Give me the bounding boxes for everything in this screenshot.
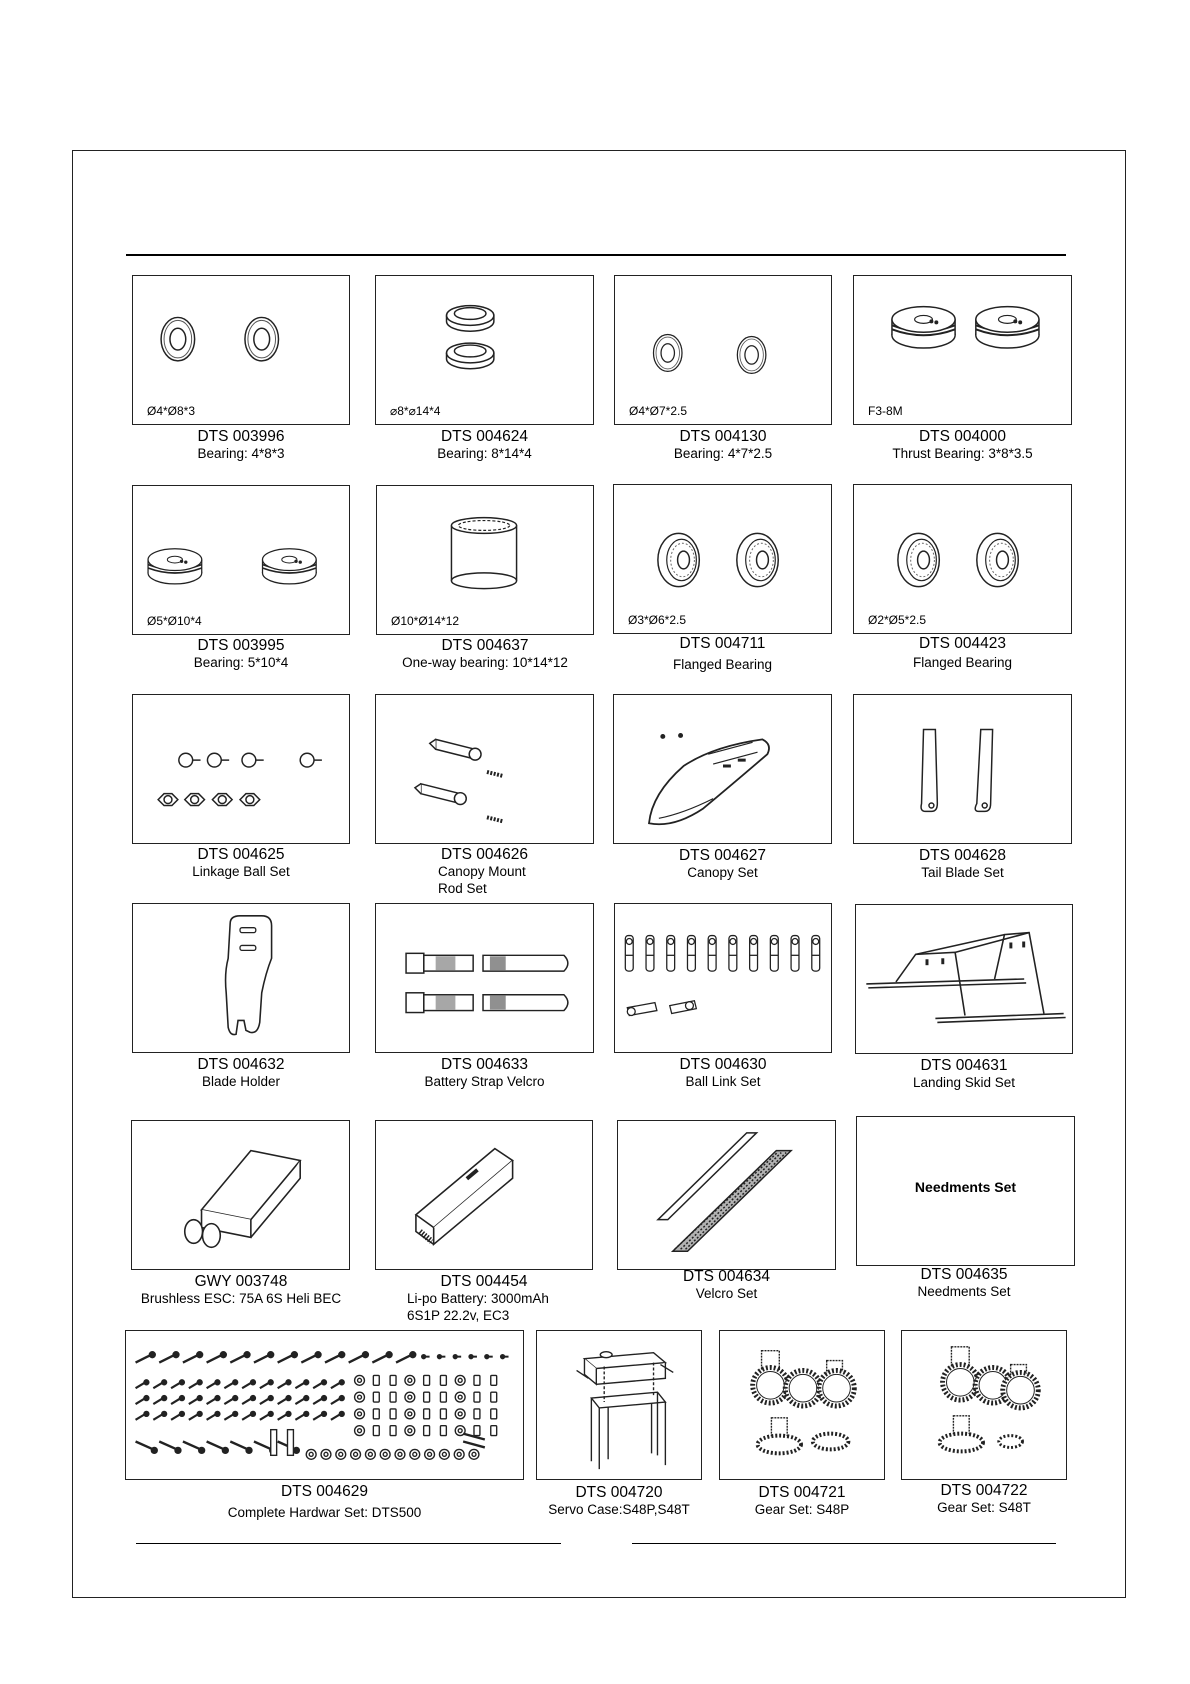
part-code: DTS 004625 (197, 846, 285, 863)
part-description: One-way bearing: 10*14*12 (402, 655, 568, 670)
part-description: Tail Blade Set (921, 865, 1004, 880)
part-description: Canopy Set (687, 865, 758, 880)
part-code: DTS 004637 (441, 637, 529, 654)
part-description: Needments Set (917, 1284, 1011, 1299)
part-code: DTS 004624 (440, 428, 529, 445)
part-code: DTS 004633 (440, 1056, 529, 1073)
part-description: Landing Skid Set (912, 1075, 1016, 1090)
part-caption (719, 1484, 885, 1518)
part-description: Servo Case:S48P,S48T (548, 1502, 690, 1517)
part-caption (132, 846, 350, 880)
part-image-dts-003996 (132, 275, 350, 425)
part-image-dts-004625 (132, 694, 350, 844)
servo-case-icon (537, 1331, 701, 1479)
ball-bearing-pair-icon (133, 276, 349, 424)
part-caption (901, 1482, 1067, 1516)
part-image-dts-004632 (132, 903, 350, 1053)
part-image-dts-004637 (376, 485, 594, 635)
part-caption (613, 635, 832, 673)
part-image-dts-003995 (132, 485, 350, 635)
part-description: Gear Set: S48P (754, 1502, 850, 1517)
thrust-bearing-pair-icon (854, 276, 1071, 424)
part-code: DTS 004130 (679, 428, 767, 445)
part-description: Blade Holder (201, 1074, 281, 1089)
part-image-dts-004630 (614, 903, 832, 1053)
part-caption (617, 1268, 836, 1302)
part-code: DTS 004629 (280, 1483, 369, 1500)
part-description: Bearing: 4*8*3 (197, 446, 285, 461)
part-caption (613, 847, 832, 881)
part-image-dts-004454 (375, 1120, 593, 1270)
part-code: DTS 004720 (575, 1484, 663, 1501)
part-caption (856, 1266, 1072, 1300)
part-code: GWY 003748 (194, 1273, 288, 1290)
part-image-dts-004626 (375, 694, 594, 844)
hardware-set-icon (126, 1331, 523, 1479)
part-description: Velcro Set (695, 1286, 758, 1301)
part-image-dts-004720 (536, 1330, 702, 1480)
part-caption (132, 637, 350, 671)
dimension-label: Ø4*Ø8*3 (147, 404, 196, 418)
part-caption (132, 1056, 350, 1090)
part-image-dts-004634 (617, 1120, 836, 1270)
part-description: Li-po Battery: 3000mAh (407, 1291, 549, 1306)
part-code: DTS 004721 (758, 1484, 846, 1501)
part-description: Bearing: 5*10*4 (193, 655, 289, 670)
thrust-bearing-pair-icon (133, 486, 349, 634)
battery-strap-icon (376, 904, 593, 1052)
flat-bearing-pair-icon (376, 276, 593, 424)
header-rule (126, 254, 1066, 256)
part-code: DTS 004000 (918, 428, 1007, 445)
flanged-bearing-pair-icon (854, 485, 1071, 633)
part-image-dts-004130 (614, 275, 832, 425)
part-image-dts-004721 (719, 1330, 885, 1480)
part-code: DTS 004635 (920, 1266, 1008, 1283)
part-image-dts-004629 (125, 1330, 524, 1480)
part-code: DTS 003995 (197, 637, 285, 654)
landing-skid-icon (856, 905, 1072, 1053)
part-description: Gear Set: S48T (937, 1500, 1031, 1515)
part-code: DTS 004722 (940, 1482, 1028, 1499)
gear-set-icon (902, 1331, 1066, 1479)
part-image-dts-004624 (375, 275, 594, 425)
battery-icon (376, 1121, 592, 1269)
velcro-icon (618, 1121, 835, 1269)
part-code: DTS 003996 (197, 428, 285, 445)
flanged-bearing-pair-icon (614, 485, 831, 633)
part-description: Linkage Ball Set (192, 864, 290, 879)
part-description-line2: 6S1P 22.2v, EC3 (407, 1308, 510, 1323)
part-caption (614, 1056, 832, 1090)
part-code: DTS 004626 (440, 846, 529, 863)
part-image-dts-004635 (856, 1116, 1075, 1266)
canopy-mount-rods-icon (376, 695, 593, 843)
part-code: DTS 004631 (920, 1057, 1008, 1074)
part-caption (614, 428, 832, 462)
part-image-dts-004423 (853, 484, 1072, 634)
part-caption (116, 1273, 366, 1307)
part-image-dts-004631 (855, 904, 1073, 1054)
part-description: Flanged Bearing (672, 657, 773, 672)
part-caption (375, 428, 594, 462)
part-caption (375, 1056, 594, 1090)
part-image-gwy-003748 (131, 1120, 350, 1270)
part-caption (853, 635, 1072, 671)
part-description: Complete Hardwar Set: DTS500 (227, 1505, 422, 1520)
part-caption (853, 847, 1072, 881)
footer-rule-left (136, 1543, 561, 1544)
part-image-dts-004722 (901, 1330, 1067, 1480)
part-description: Flanged Bearing (912, 655, 1013, 670)
part-caption (376, 637, 594, 671)
dimension-label: Ø4*Ø7*2.5 (629, 404, 688, 418)
part-image-dts-004711 (613, 484, 832, 634)
part-image-dts-004000 (853, 275, 1072, 425)
part-caption (375, 1273, 593, 1324)
part-code: DTS 004627 (678, 847, 767, 864)
part-description: Brushless ESC: 75A 6S Heli BEC (140, 1291, 342, 1306)
dimension-label: Ø3*Ø6*2.5 (628, 613, 687, 627)
part-caption (125, 1483, 524, 1521)
part-description: Canopy Mount (438, 864, 526, 879)
part-caption (132, 428, 350, 462)
linkage-balls-icon (133, 695, 349, 843)
part-description: Battery Strap Velcro (424, 1074, 545, 1089)
part-caption (855, 1057, 1073, 1091)
dimension-label: ⌀8*⌀14*4 (390, 404, 441, 418)
part-code: DTS 004454 (440, 1273, 528, 1290)
part-code: DTS 004423 (918, 635, 1007, 652)
ball-links-icon (615, 904, 831, 1052)
part-code: DTS 004628 (918, 847, 1007, 864)
part-description: Ball Link Set (685, 1074, 761, 1089)
canopy-icon (614, 695, 831, 843)
tail-blades-icon (854, 695, 1071, 843)
dimension-label: Ø5*Ø10*4 (147, 614, 202, 628)
part-code: DTS 004711 (679, 635, 766, 652)
ball-bearing-pair-icon (615, 276, 831, 424)
part-description: Bearing: 4*7*2.5 (673, 446, 773, 461)
part-caption (530, 1484, 708, 1518)
part-code: DTS 004632 (197, 1056, 285, 1073)
dimension-label: Ø10*Ø14*12 (391, 614, 460, 628)
part-caption (853, 428, 1072, 462)
part-description-line2: Rod Set (438, 881, 487, 896)
dimension-label: F3-8M (868, 404, 903, 418)
part-code: DTS 004630 (679, 1056, 767, 1073)
part-image-dts-004627 (613, 694, 832, 844)
part-description: Thrust Bearing: 3*8*3.5 (892, 446, 1033, 461)
blade-holder-icon (133, 904, 349, 1052)
part-code: DTS 004634 (682, 1268, 771, 1285)
one-way-bearing-icon (377, 486, 593, 634)
part-caption (375, 846, 594, 897)
needments-label: Needments Set (914, 1179, 1017, 1195)
esc-icon (132, 1121, 349, 1269)
footer-rule-right (632, 1543, 1056, 1544)
part-image-dts-004633 (375, 903, 594, 1053)
gear-set-icon (720, 1331, 884, 1479)
dimension-label: Ø2*Ø5*2.5 (868, 613, 927, 627)
part-description: Bearing: 8*14*4 (437, 446, 532, 461)
part-image-dts-004628 (853, 694, 1072, 844)
